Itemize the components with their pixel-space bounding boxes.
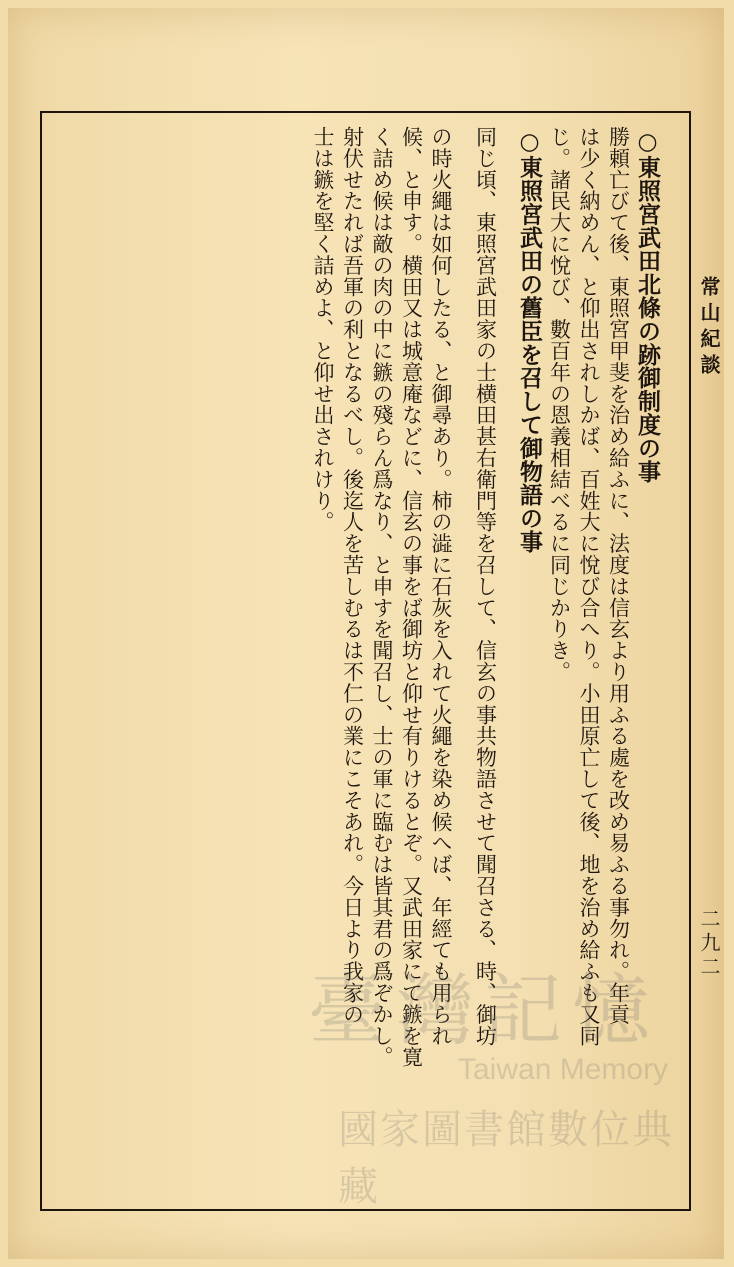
text-column: く詰め候は敵の肉の中に鏃の殘らん爲なり、と申すを聞召し、士の軍に臨むは皆其君の爲ぞかし。 xyxy=(370,126,394,1068)
text-column: の時火繩は如何したる、と御尋あり。柿の澁に石灰を入れて火繩を染め候へば、年經ても用られ xyxy=(429,126,453,1047)
page-number: 二九二 xyxy=(697,908,721,980)
section-heading: ○東照宮武田の舊臣を召して御物語の事 xyxy=(516,128,543,554)
body-text xyxy=(308,126,663,1166)
text-column: 勝頼亡びて後、東照宮甲斐を治め給ふに、法度は信玄より用ふる處を改め易ふる事勿れ。年貢 xyxy=(606,126,631,1025)
section-heading: ○東照宮武田北條の跡御制度の事 xyxy=(634,128,661,483)
text-column: 射伏せたれば吾軍の利となるべし。後迄人を苦しむるは不仁の業にこそあれ。今日より我家の xyxy=(340,126,365,1025)
watermark-main: 臺灣記憶 xyxy=(308,966,661,1056)
watermark-english: Taiwan Memory xyxy=(458,1053,669,1086)
book-page xyxy=(8,8,724,1259)
text-column: 同じ頃、東照宮武田家の士横田甚右衛門等を召して、信玄の事共物語させて聞召さる、時、御坊 xyxy=(473,126,498,1047)
running-title: 常山紀談 xyxy=(697,276,721,380)
text-column: は少く納めん、と仰出されしかば、百姓大に悅び合へり。小田原亡して後、地を治め給ふも又同 xyxy=(577,126,601,1047)
watermark-sub: 國家圖書館數位典藏 xyxy=(338,1107,674,1210)
text-column: 士は鏃を堅く詰めよ、と仰せ出されけり。 xyxy=(311,126,335,533)
text-column: 候、と申す。横田又は城意庵などに、信玄の事をば御坊と仰せ有りけるとぞ。又武田家にて鏃を寛 xyxy=(399,126,424,1068)
text-column: じ。諸民大に悅び、數百年の恩義相結べるに同じかりき。 xyxy=(547,126,572,683)
